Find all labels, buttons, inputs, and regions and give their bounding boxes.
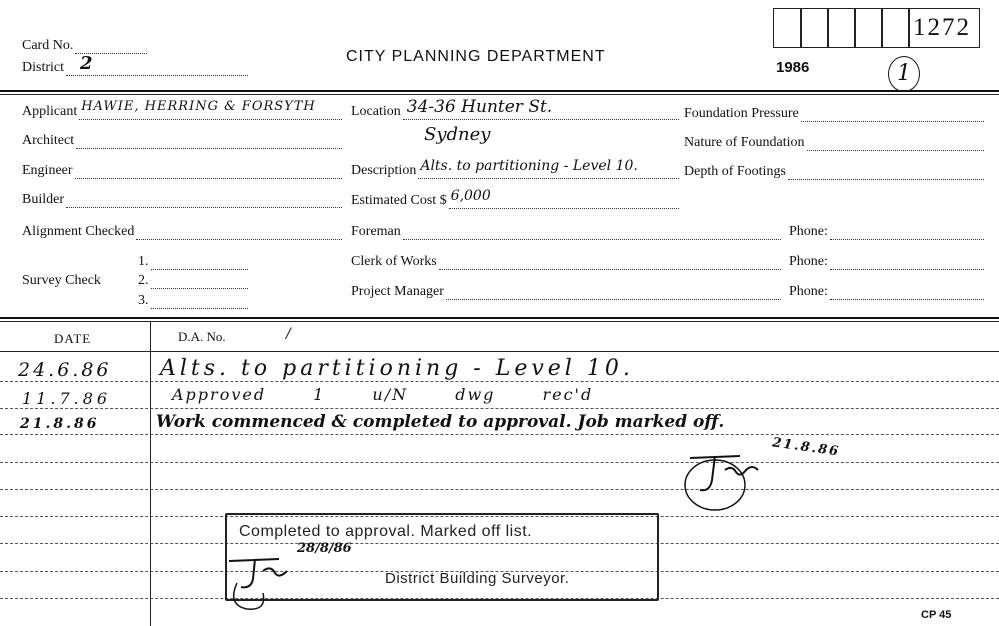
da-no-label: D.A. No.: [178, 329, 226, 344]
alignment-field: [22, 224, 342, 240]
description-label: Description: [351, 163, 417, 178]
foreman-field: [351, 224, 781, 240]
district-label: District: [22, 60, 64, 75]
description-value: Alts. to partitioning - Level 10.: [420, 158, 638, 174]
architect-label: Architect: [22, 133, 75, 148]
stamp-line-1: Completed to approval. Marked off list.: [239, 523, 533, 540]
form-code: CP 45: [921, 609, 952, 621]
date-column-divider: [150, 321, 151, 626]
stamp-date: 28/8/86: [297, 541, 352, 556]
card-number: 1272: [913, 14, 971, 41]
survey-check-1: 1.: [138, 254, 248, 270]
row-3-date: 21.8.86: [20, 416, 100, 432]
survey-check-label: Survey Check: [22, 273, 101, 288]
description-field: [351, 158, 679, 179]
applicant-field: [22, 99, 342, 120]
signature-date: 21.8.86: [771, 435, 841, 460]
card-number-boxes: [773, 8, 978, 46]
survey-check-2: 2.: [138, 273, 248, 289]
foundation-pressure-field: Foundation Pressure: [684, 106, 984, 122]
approval-stamp: [225, 513, 659, 601]
clerk-of-works-label: Clerk of Works: [351, 254, 437, 269]
nature-foundation-field: Nature of Foundation: [684, 135, 984, 151]
row-2-entry: Approved 1 u/N dwg rec'd: [172, 385, 594, 404]
date-header: DATE: [54, 331, 92, 346]
pm-phone-field: Phone:: [789, 284, 984, 300]
header-divider: [0, 90, 999, 92]
estimated-cost-value: 6,000: [450, 188, 491, 204]
project-manager-label: Project Manager: [351, 284, 444, 299]
alignment-label: Alignment Checked: [22, 224, 135, 239]
location-value-2: Sydney: [424, 124, 491, 145]
location-value: 34-36 Hunter St.: [406, 97, 553, 117]
row-1-date: 24.6.86: [18, 359, 112, 381]
depth-footings-field: Depth of Footings: [684, 164, 984, 180]
circled-number: 1: [888, 56, 920, 92]
foreman-phone-field: Phone:: [789, 224, 984, 240]
district-field: [22, 53, 248, 76]
foreman-label: Foreman: [351, 224, 401, 239]
surveyor-signature: [670, 440, 790, 520]
architect-field: [22, 133, 342, 149]
stamp-line-2: District Building Surveyor.: [385, 570, 570, 587]
stamp-signature: [217, 545, 307, 615]
estimated-cost-field: [351, 188, 679, 209]
engineer-label: Engineer: [22, 163, 73, 178]
survey-check-3: 3.: [138, 293, 248, 309]
builder-label: Builder: [22, 192, 64, 207]
location-label: Location: [351, 104, 401, 119]
estimated-cost-label: Estimated Cost $: [351, 193, 447, 208]
row-2-date: 11.7.86: [22, 389, 112, 408]
applicant-value: HAWIE, HERRING & FORSYTH: [81, 99, 316, 114]
row-3-entry: Work commenced & completed to approval. Job marked off.: [156, 412, 725, 432]
card-no-label: Card No.: [22, 38, 74, 53]
district-value: 2: [80, 53, 93, 74]
page-title: CITY PLANNING DEPARTMENT: [346, 48, 606, 65]
year: 1986: [776, 59, 810, 76]
clerk-of-works-field: [351, 254, 781, 270]
engineer-field: [22, 163, 342, 179]
table-divider: [0, 317, 999, 319]
location-field: [351, 97, 679, 120]
da-no-value: /: [286, 326, 291, 342]
builder-field: [22, 192, 342, 208]
card-no-field: [22, 38, 147, 54]
row-1-entry: Alts. to partitioning - Level 10.: [160, 356, 634, 381]
clerk-phone-field: Phone:: [789, 254, 984, 270]
project-manager-field: [351, 284, 781, 300]
applicant-label: Applicant: [22, 104, 78, 119]
